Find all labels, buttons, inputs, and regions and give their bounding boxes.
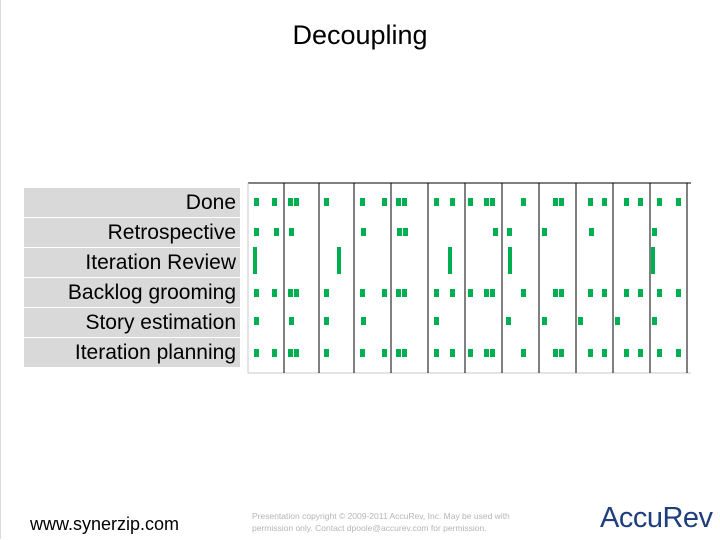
activity-mark	[396, 198, 401, 206]
activity-mark	[542, 228, 547, 236]
activity-mark	[402, 198, 407, 206]
activity-mark	[490, 289, 495, 297]
activity-mark	[615, 317, 620, 325]
activity-mark	[490, 198, 495, 206]
activity-mark	[254, 317, 259, 325]
activity-mark	[493, 228, 498, 236]
row-label-done: Done	[24, 188, 240, 217]
activity-mark	[578, 317, 583, 325]
activity-mark	[382, 198, 387, 206]
slide-title: Decoupling	[292, 20, 428, 50]
activity-marks	[253, 198, 681, 357]
activity-mark	[294, 349, 299, 357]
activity-mark	[602, 198, 607, 206]
activity-mark	[382, 349, 387, 357]
activity-mark	[553, 289, 558, 297]
activity-mark	[506, 317, 511, 325]
row-label-retrospective: Retrospective	[24, 218, 240, 247]
activity-mark	[402, 349, 407, 357]
activity-mark	[403, 228, 408, 236]
activity-mark	[468, 289, 473, 297]
activity-mark	[657, 289, 662, 297]
row-label-iteration-review: Iteration Review	[24, 248, 240, 277]
activity-mark	[507, 228, 512, 236]
activity-mark	[274, 228, 279, 236]
activity-mark	[468, 349, 473, 357]
activity-mark	[360, 198, 365, 206]
activity-mark	[360, 289, 365, 297]
iteration-review-bar	[253, 247, 257, 274]
activity-mark	[324, 349, 329, 357]
activity-mark	[254, 349, 259, 357]
activity-mark	[559, 198, 564, 206]
activity-mark	[324, 198, 329, 206]
activity-mark	[521, 198, 526, 206]
activity-mark	[360, 349, 365, 357]
activity-mark	[559, 349, 564, 357]
activity-mark	[468, 198, 473, 206]
activity-mark	[638, 198, 643, 206]
activity-mark	[559, 289, 564, 297]
activity-mark	[397, 228, 402, 236]
activity-mark	[450, 198, 455, 206]
iteration-review-bar	[337, 247, 341, 274]
activity-mark	[484, 198, 489, 206]
activity-mark	[624, 198, 629, 206]
activity-mark	[254, 289, 259, 297]
activity-mark	[361, 228, 366, 236]
activity-mark	[553, 198, 558, 206]
activity-mark	[324, 317, 329, 325]
activity-mark	[396, 289, 401, 297]
activity-mark	[402, 289, 407, 297]
activity-mark	[254, 228, 259, 236]
activity-mark	[288, 349, 293, 357]
activity-mark	[450, 349, 455, 357]
activity-mark	[588, 289, 593, 297]
activity-mark	[288, 198, 293, 206]
activity-mark	[652, 317, 657, 325]
activity-mark	[588, 349, 593, 357]
activity-mark	[361, 317, 366, 325]
copyright-line-2: permission only. Contact dpoole@accurev.com for permission.	[252, 523, 487, 533]
activity-mark	[434, 317, 439, 325]
activity-mark	[657, 349, 662, 357]
activity-mark	[254, 198, 259, 206]
iteration-review-bar	[448, 247, 452, 274]
activity-mark	[272, 289, 277, 297]
activity-mark	[490, 349, 495, 357]
activity-mark	[484, 289, 489, 297]
activity-mark	[434, 289, 439, 297]
activity-mark	[676, 289, 681, 297]
activity-mark	[289, 317, 294, 325]
activity-mark	[624, 289, 629, 297]
activity-mark	[434, 198, 439, 206]
activity-mark	[484, 349, 489, 357]
activity-mark	[676, 349, 681, 357]
activity-mark	[324, 289, 329, 297]
activity-mark	[521, 289, 526, 297]
activity-mark	[396, 349, 401, 357]
activity-mark	[602, 349, 607, 357]
copyright-notice	[252, 510, 572, 534]
activity-mark	[589, 228, 594, 236]
footer-url: www.synerzip.com	[30, 514, 180, 534]
activity-mark	[657, 198, 662, 206]
activity-mark	[652, 228, 657, 236]
activity-mark	[602, 289, 607, 297]
activity-mark	[288, 289, 293, 297]
activity-mark	[624, 349, 629, 357]
iteration-dividers	[284, 183, 687, 373]
activity-mark	[553, 349, 558, 357]
activity-mark	[521, 349, 526, 357]
activity-mark	[676, 198, 681, 206]
row-label-iteration-planning: Iteration planning	[24, 338, 240, 367]
activity-mark	[272, 198, 277, 206]
iteration-review-bar	[651, 247, 655, 274]
activity-mark	[289, 228, 294, 236]
activity-mark	[294, 289, 299, 297]
activity-mark	[382, 289, 387, 297]
activity-mark	[588, 198, 593, 206]
activity-mark	[272, 349, 277, 357]
activity-mark	[450, 289, 455, 297]
iteration-review-bar	[508, 247, 512, 274]
row-label-story-estimation: Story estimation	[24, 308, 240, 337]
copyright-line-1: Presentation copyright © 2009-2011 AccuRev, Inc. May be used with	[252, 511, 510, 521]
activity-mark	[638, 349, 643, 357]
activity-mark	[638, 289, 643, 297]
timeline-grid-lines	[248, 183, 691, 373]
accurev-logo: AccuRev	[600, 502, 713, 534]
activity-mark	[542, 317, 547, 325]
activity-mark	[294, 198, 299, 206]
activity-mark	[434, 349, 439, 357]
row-label-backlog-grooming: Backlog grooming	[24, 278, 240, 307]
